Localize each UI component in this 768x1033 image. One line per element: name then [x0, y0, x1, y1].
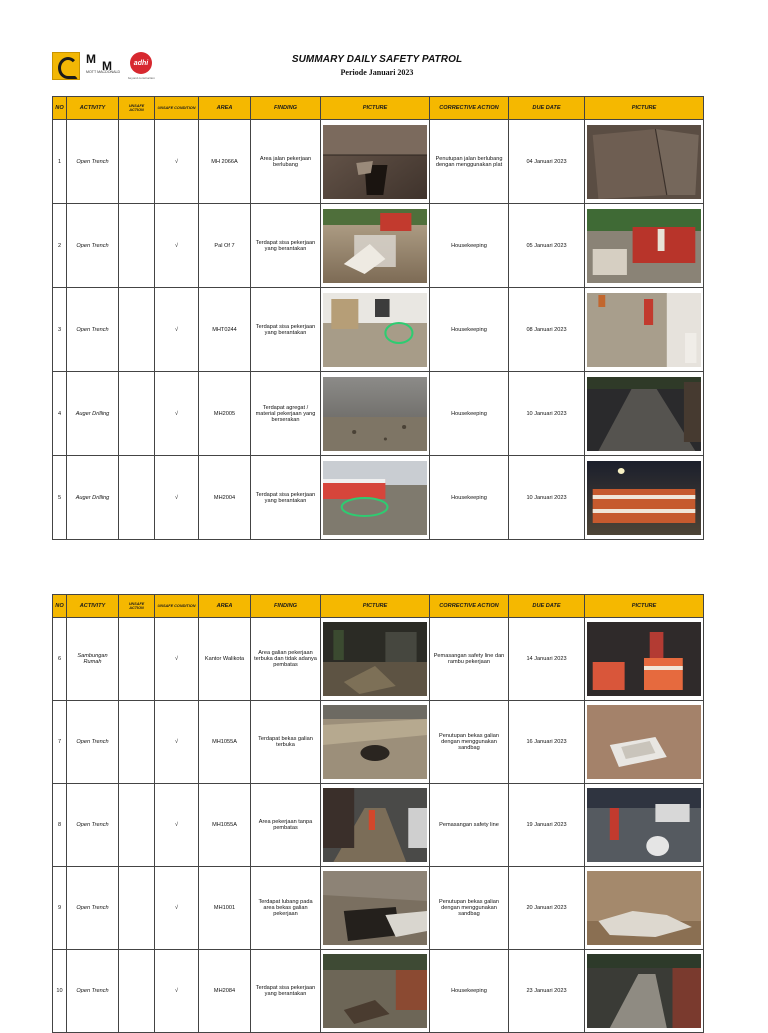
row-activity: Auger Drilling	[67, 372, 119, 456]
table-header-row	[53, 595, 704, 618]
row-unsafe-condition: √	[155, 950, 199, 1033]
col-finding: FINDING	[251, 97, 321, 120]
row-finding: Area galian pekerjaan terbuka dan tidak adanya pembatas	[251, 618, 321, 701]
col-unsafe-action: UNSAFE ACTION	[119, 595, 155, 618]
row-corrective-action: Penutupan bekas galian dengan menggunakan sandbag	[430, 867, 509, 950]
report-period: Periode Januari 2023	[340, 68, 414, 77]
row-activity: Open Trench	[67, 701, 119, 784]
table-row	[53, 456, 704, 540]
corrective-photo	[585, 204, 704, 288]
row-activity: Open Trench	[67, 784, 119, 867]
row-due-date: 10 Januari 2023	[509, 372, 585, 456]
col-unsafe-action: UNSAFE ACTION	[119, 97, 155, 120]
col-picture-corrective: PICTURE	[585, 97, 704, 120]
row-unsafe-condition: √	[155, 456, 199, 540]
col-area: AREA	[199, 97, 251, 120]
finding-photo	[321, 372, 430, 456]
finding-photo	[321, 456, 430, 540]
row-finding: Terdapat bekas galian terbuka	[251, 701, 321, 784]
row-due-date: 16 Januari 2023	[509, 701, 585, 784]
row-corrective-action: Penutupan jalan berlubang dengan menggunakan plat	[430, 120, 509, 204]
row-area: MH2004	[199, 456, 251, 540]
table-row	[53, 120, 704, 204]
corrective-photo	[585, 372, 704, 456]
row-finding: Area pekerjaan tanpa pembatas	[251, 784, 321, 867]
row-no: 8	[53, 784, 67, 867]
row-area: MH1001	[199, 867, 251, 950]
col-unsafe-condition: UNSAFE CONDITION	[155, 97, 199, 120]
corrective-photo	[585, 784, 704, 867]
row-finding: Terdapat sisa pekerjaan yang berantakan	[251, 204, 321, 288]
row-due-date: 04 Januari 2023	[509, 120, 585, 204]
row-unsafe-action	[119, 456, 155, 540]
row-no: 4	[53, 372, 67, 456]
row-due-date: 14 Januari 2023	[509, 618, 585, 701]
corrective-photo	[585, 950, 704, 1033]
finding-photo	[321, 701, 430, 784]
table-row	[53, 204, 704, 288]
row-due-date: 23 Januari 2023	[509, 950, 585, 1033]
row-unsafe-condition: √	[155, 204, 199, 288]
row-no: 7	[53, 701, 67, 784]
col-picture-finding: PICTURE	[321, 97, 430, 120]
row-area: MHT0244	[199, 288, 251, 372]
corrective-photo	[585, 120, 704, 204]
finding-photo	[321, 288, 430, 372]
row-unsafe-action	[119, 618, 155, 701]
row-corrective-action: Pemasangan safety line	[430, 784, 509, 867]
row-finding: Area jalan pekerjaan berlubang	[251, 120, 321, 204]
corrective-photo	[585, 701, 704, 784]
row-unsafe-condition: √	[155, 372, 199, 456]
row-area: Kantor Walikota	[199, 618, 251, 701]
patrol-table-2	[52, 594, 704, 1033]
patrol-table-1	[52, 96, 704, 540]
finding-photo	[321, 784, 430, 867]
row-no: 5	[53, 456, 67, 540]
row-area: MH2084	[199, 950, 251, 1033]
row-area: MH 2066A	[199, 120, 251, 204]
row-no: 10	[53, 950, 67, 1033]
row-no: 2	[53, 204, 67, 288]
col-no: NO	[53, 97, 67, 120]
row-activity: Sambungan Rumah	[67, 618, 119, 701]
row-corrective-action: Penutupan bekas galian dengan menggunakan sandbag	[430, 701, 509, 784]
row-finding: Terdapat sisa pekerjaan yang berantakan	[251, 950, 321, 1033]
col-no: NO	[53, 595, 67, 618]
row-finding: Terdapat agregat / material pekerjaan yang berserakan	[251, 372, 321, 456]
row-activity: Open Trench	[67, 288, 119, 372]
corrective-photo	[585, 867, 704, 950]
row-area: MH1055A	[199, 701, 251, 784]
row-unsafe-condition: √	[155, 784, 199, 867]
finding-photo	[321, 618, 430, 701]
row-corrective-action: Pemasangan safety line dan rambu pekerjaan	[430, 618, 509, 701]
row-no: 6	[53, 618, 67, 701]
row-due-date: 05 Januari 2023	[509, 204, 585, 288]
row-corrective-action: Housekeeping	[430, 372, 509, 456]
row-unsafe-condition: √	[155, 867, 199, 950]
finding-photo	[321, 204, 430, 288]
row-finding: Terdapat lubang pada area bekas galian pekerjaan	[251, 867, 321, 950]
corrective-photo	[585, 456, 704, 540]
table-header-row	[53, 97, 704, 120]
row-due-date: 20 Januari 2023	[509, 867, 585, 950]
finding-photo	[321, 867, 430, 950]
table-row	[53, 372, 704, 456]
col-unsafe-condition: UNSAFE CONDITION	[155, 595, 199, 618]
row-corrective-action: Housekeeping	[430, 456, 509, 540]
row-activity: Open Trench	[67, 204, 119, 288]
row-unsafe-condition: √	[155, 618, 199, 701]
row-area: MH1055A	[199, 784, 251, 867]
table-row	[53, 867, 704, 950]
row-area: MH2005	[199, 372, 251, 456]
col-activity: ACTIVITY	[67, 97, 119, 120]
row-activity: Open Trench	[67, 950, 119, 1033]
row-no: 9	[53, 867, 67, 950]
row-unsafe-action	[119, 867, 155, 950]
row-due-date: 10 Januari 2023	[509, 456, 585, 540]
row-unsafe-condition: √	[155, 120, 199, 204]
row-unsafe-condition: √	[155, 288, 199, 372]
col-area: AREA	[199, 595, 251, 618]
col-finding: FINDING	[251, 595, 321, 618]
row-due-date: 08 Januari 2023	[509, 288, 585, 372]
col-due-date: DUE DATE	[509, 595, 585, 618]
row-corrective-action: Housekeeping	[430, 204, 509, 288]
row-unsafe-action	[119, 288, 155, 372]
pu-ministry-logo	[52, 52, 80, 80]
table-row	[53, 618, 704, 701]
row-no: 3	[53, 288, 67, 372]
report-title: SUMMARY DAILY SAFETY PATROL	[291, 54, 463, 65]
table-row	[53, 701, 704, 784]
row-unsafe-condition: √	[155, 701, 199, 784]
corrective-photo	[585, 618, 704, 701]
corrective-photo	[585, 288, 704, 372]
header-logos	[52, 52, 156, 82]
table-row	[53, 784, 704, 867]
row-unsafe-action	[119, 701, 155, 784]
row-activity: Open Trench	[67, 120, 119, 204]
row-unsafe-action	[119, 372, 155, 456]
finding-photo	[321, 950, 430, 1033]
col-picture-corrective: PICTURE	[585, 595, 704, 618]
finding-photo	[321, 120, 430, 204]
mott-macdonald-logo: M M MOTT MACDONALD	[86, 52, 121, 74]
adhi-logo: adhi beyond construction	[128, 52, 156, 82]
row-finding: Terdapat sisa pekerjaan yang berantakan	[251, 456, 321, 540]
table-row	[53, 950, 704, 1033]
table-row	[53, 288, 704, 372]
col-corrective-action: CORRECTIVE ACTION	[430, 97, 509, 120]
col-corrective-action: CORRECTIVE ACTION	[430, 595, 509, 618]
row-finding: Terdapat sisa pekerjaan yang berantakan	[251, 288, 321, 372]
row-corrective-action: Housekeeping	[430, 288, 509, 372]
row-activity: Open Trench	[67, 867, 119, 950]
col-due-date: DUE DATE	[509, 97, 585, 120]
row-area: Pal Of 7	[199, 204, 251, 288]
row-activity: Auger Drilling	[67, 456, 119, 540]
row-unsafe-action	[119, 784, 155, 867]
col-picture-finding: PICTURE	[321, 595, 430, 618]
row-corrective-action: Housekeeping	[430, 950, 509, 1033]
row-due-date: 19 Januari 2023	[509, 784, 585, 867]
row-unsafe-action	[119, 950, 155, 1033]
row-no: 1	[53, 120, 67, 204]
col-activity: ACTIVITY	[67, 595, 119, 618]
row-unsafe-action	[119, 204, 155, 288]
row-unsafe-action	[119, 120, 155, 204]
